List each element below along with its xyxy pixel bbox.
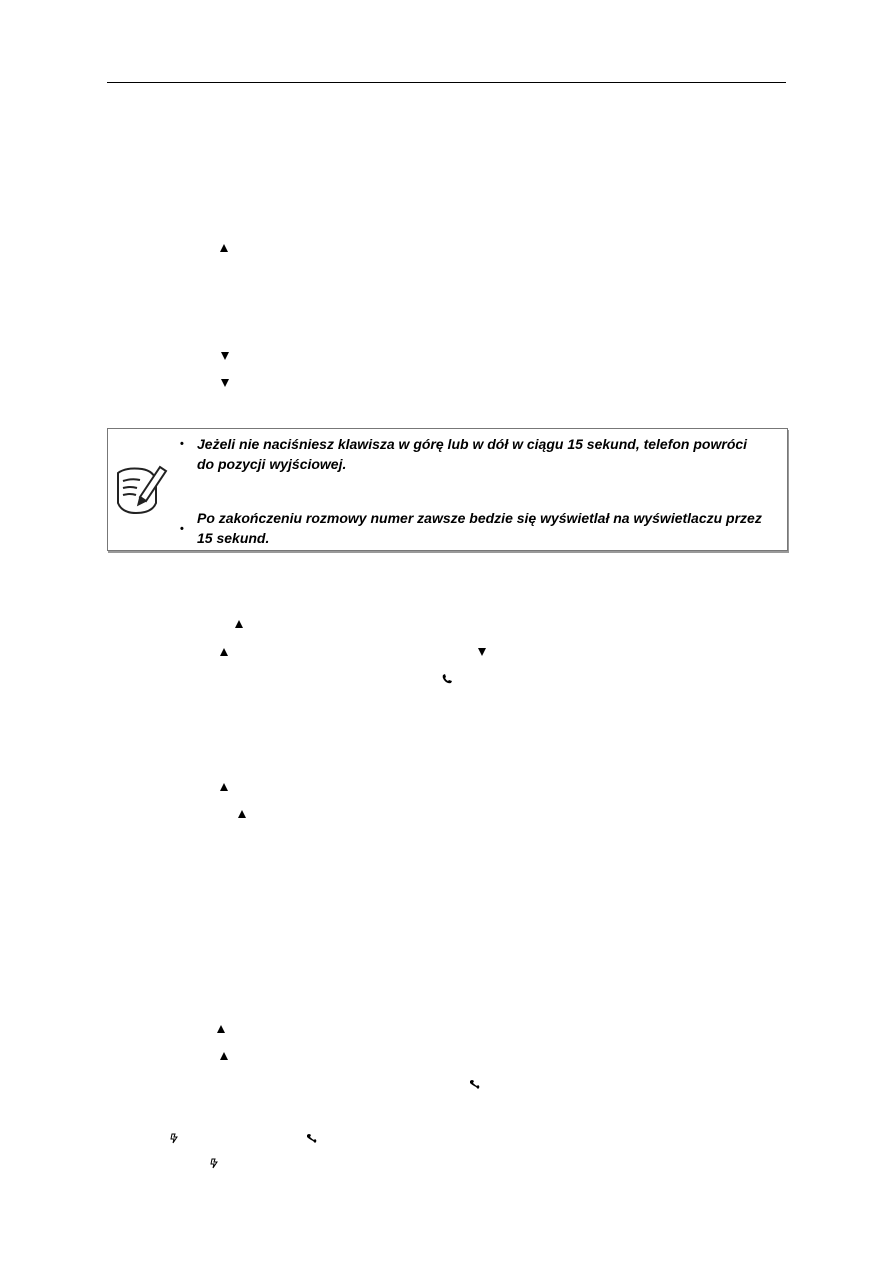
- bullet: •: [180, 438, 184, 450]
- down-arrow-key-icon: [219, 377, 231, 389]
- down-arrow-key-icon: [476, 646, 488, 658]
- up-arrow-key-icon: [218, 781, 230, 793]
- handset-hangup-icon: [469, 1078, 481, 1090]
- flash-key-icon: [169, 1132, 181, 1144]
- up-arrow-key-icon: [236, 808, 248, 820]
- note-text: Po zakończeniu rozmowy numer zawsze bedzie się wyświetlał na wyświetlaczu przez 15 sekund.: [197, 510, 762, 546]
- note-pencil-icon: [112, 459, 168, 517]
- note-text: Jeżeli nie naciśniesz klawisza w górę lub w dół w ciągu 15 sekund, telefon powróci do pozycji wyjściowej.: [197, 436, 748, 472]
- up-arrow-key-icon: [215, 1023, 227, 1035]
- up-arrow-key-icon: [218, 646, 230, 658]
- handset-talk-icon: [441, 673, 453, 685]
- up-arrow-key-icon: [218, 242, 230, 254]
- flash-key-icon: [209, 1157, 221, 1169]
- handset-hangup-icon: [306, 1132, 318, 1144]
- down-arrow-key-icon: [219, 350, 231, 362]
- bullet: •: [180, 523, 184, 535]
- header-rule: [107, 82, 786, 83]
- note-box: [107, 428, 788, 551]
- up-arrow-key-icon: [218, 1050, 230, 1062]
- up-arrow-key-icon: [233, 618, 245, 630]
